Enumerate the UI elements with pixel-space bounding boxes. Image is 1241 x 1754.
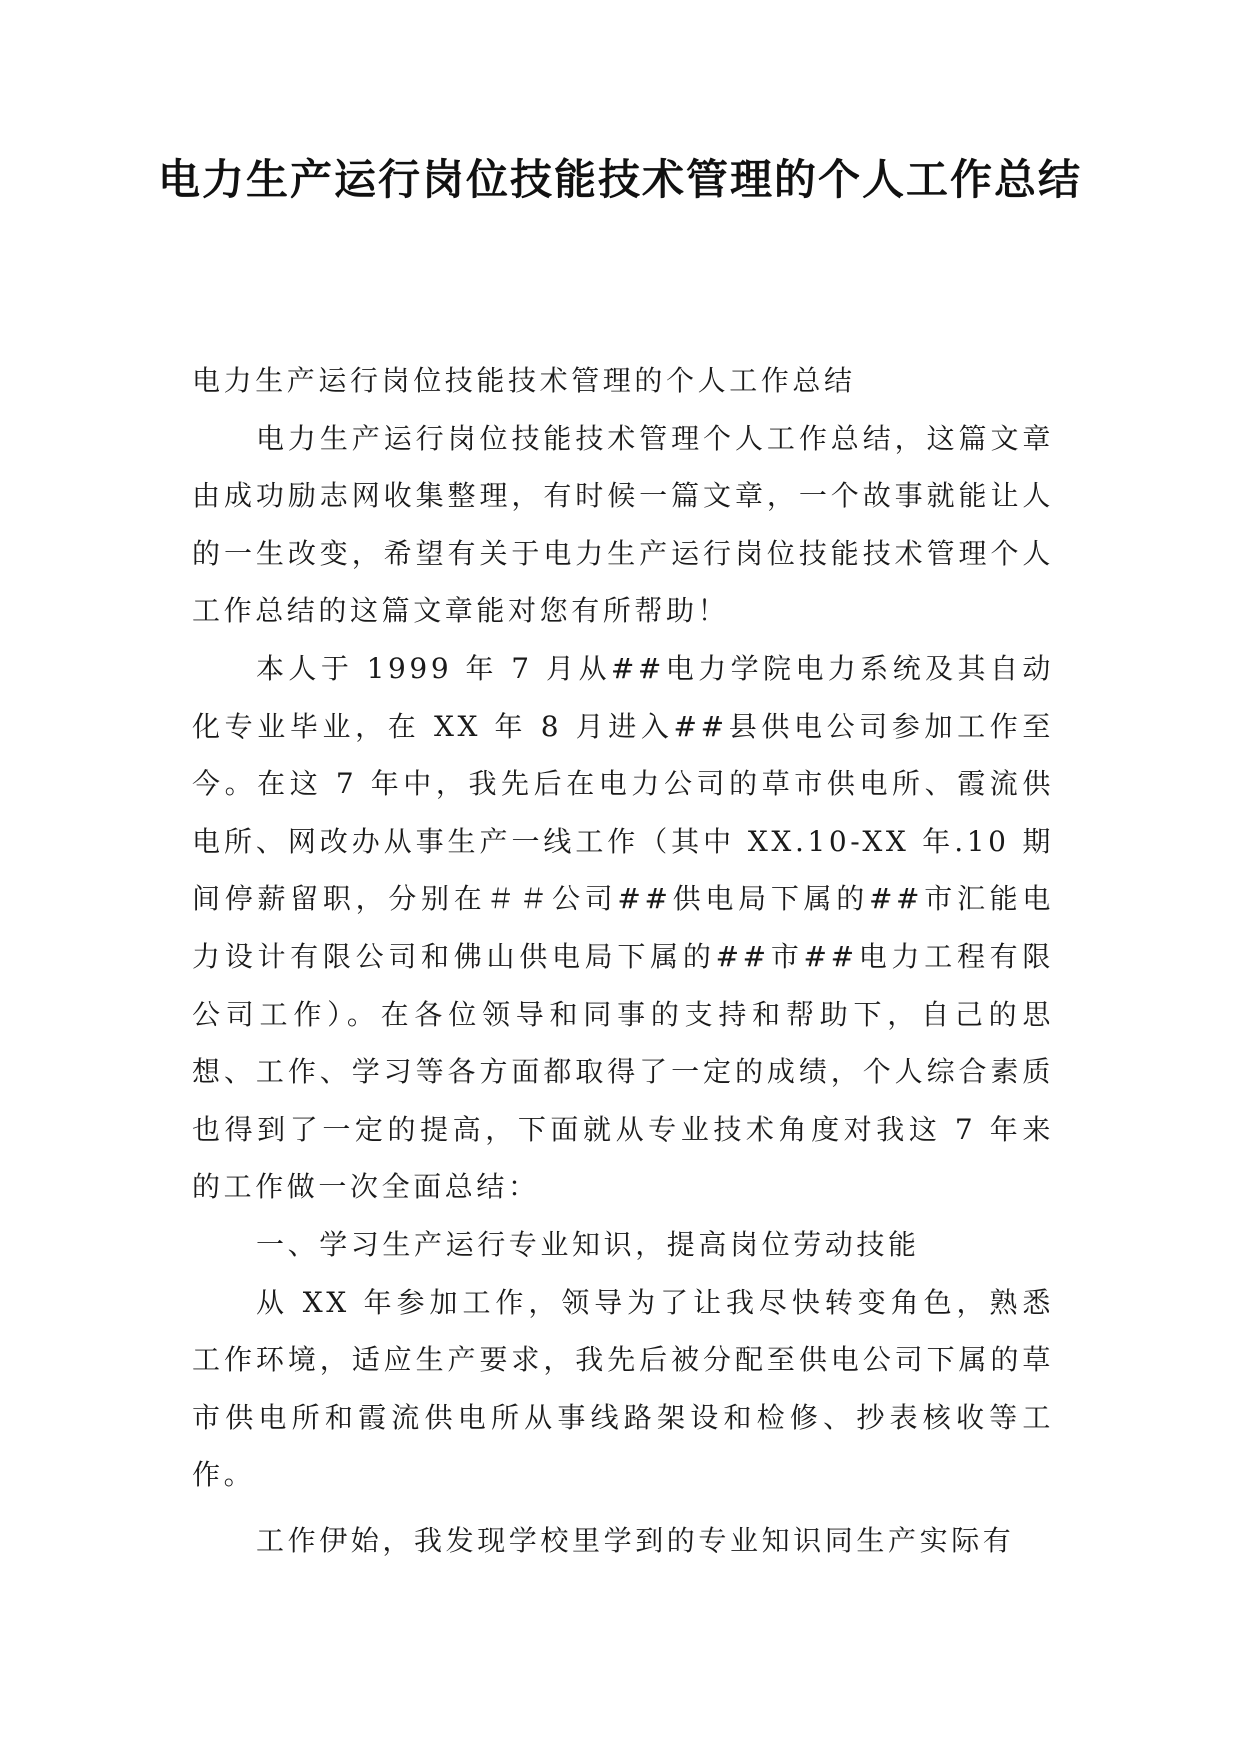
body-paragraph-continued: 工作伊始，我发现学校里学到的专业知识同生产实际有 (256, 1523, 1015, 1557)
background-paragraph: 本人于 1999 年 7 月从##电力学院电力系统及其自动化专业毕业，在 XX 年 8 月进入##县供电公司参加工作至今。在这 7 年中，我先后在电力公司的草市供电所、霞流供电所、网改办从事生产一线工作（其中 XX.10-XX 年.10 期间停薪留职，分别在＃＃公司##供电局下属的##市汇能电力设计有限公司和佛山供电局下属的##市##电力工程有限公司工作）。在各位领导和同事的支持和帮助下，自己的思想、工作、学习等各方面都取得了一定的成绩，个人综合素质也得到了一定的提高，下面就从专业技术角度对我这 7 年来的工作做一次全面总结： (192, 651, 1054, 1204)
document-body (192, 352, 1054, 1569)
body-paragraph: 从 XX 年参加工作，领导为了让我尽快转变角色，熟悉工作环境，适应生产要求，我先后被分配至供电公司下属的草市供电所和霞流供电所从事线路架设和检修、抄表核收等工作。 (192, 1285, 1054, 1492)
subtitle-line: 电力生产运行岗位技能技术管理的个人工作总结 (192, 364, 856, 397)
page-title: 电力生产运行岗位技能技术管理的个人工作总结 (157, 155, 1082, 204)
section-heading: 一、学习生产运行专业知识，提高岗位劳动技能 (256, 1227, 920, 1261)
intro-paragraph: 电力生产运行岗位技能技术管理个人工作总结，这篇文章由成功励志网收集整理，有时候一篇文章，一个故事就能让人的一生改变，希望有关于电力生产运行岗位技能技术管理个人工作总结的这篇文章能对您有所帮助！ (192, 421, 1054, 628)
